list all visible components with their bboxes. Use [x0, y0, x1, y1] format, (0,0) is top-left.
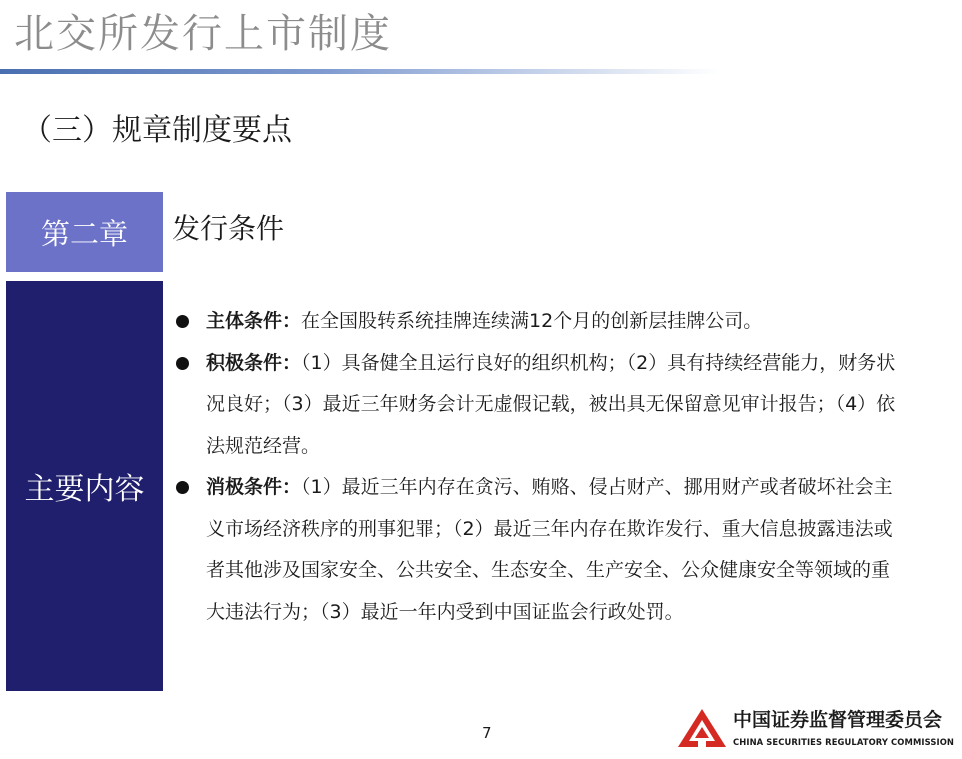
content-label-cell — [6, 281, 163, 691]
bullet-icon — [173, 467, 206, 509]
org-name: 中国证券监督管理委员会 — [733, 709, 943, 731]
page-number: 7 — [482, 724, 492, 742]
slide-title: 北交所发行上市制度 — [14, 11, 392, 57]
csrc-logo-icon — [677, 708, 727, 748]
item-label: 消极条件： — [206, 476, 302, 498]
condition-list — [173, 301, 903, 633]
list-item — [173, 343, 903, 468]
item-label: 积极条件： — [206, 351, 302, 374]
org-name-en: CHINA SECURITIES REGULATORY COMMISSION — [733, 737, 955, 747]
chapter-label-cell — [6, 192, 163, 272]
bullet-icon — [173, 301, 206, 343]
item-text: （1）具备健全且运行良好的组织机构；（2）具有持续经营能力，财务状况良好；（3）最近三年财务会计无虚假记载，被出具无保留意见审计报告；（4）依法规范经营。 — [206, 351, 896, 457]
item-label: 主体条件： — [206, 310, 302, 332]
bullet-icon — [173, 343, 206, 385]
item-text: （1）最近三年内存在贪污、贿赂、侵占财产、挪用财产或者破坏社会主义市场经济秩序的刑事犯罪；（2）最近三年内存在欺诈发行、重大信息披露违法或者其他涉及国家安全、公共安全、生态安全、生产安全、公众健康安全等领域的重大违法行为；（3）最近一年内受到中国证监会行政处罚。 — [206, 476, 893, 623]
chapter-label: 第二章 — [40, 216, 128, 251]
list-item — [173, 467, 903, 633]
item-text: 在全国股转系统挂牌连续满12个月的创新层挂牌公司。 — [301, 310, 763, 332]
chapter-topic: 发行条件 — [172, 212, 285, 245]
list-item — [173, 301, 903, 343]
section-heading: （三）规章制度要点 — [22, 113, 292, 148]
content-label: 主要内容 — [24, 472, 145, 507]
title-rule — [0, 69, 720, 74]
